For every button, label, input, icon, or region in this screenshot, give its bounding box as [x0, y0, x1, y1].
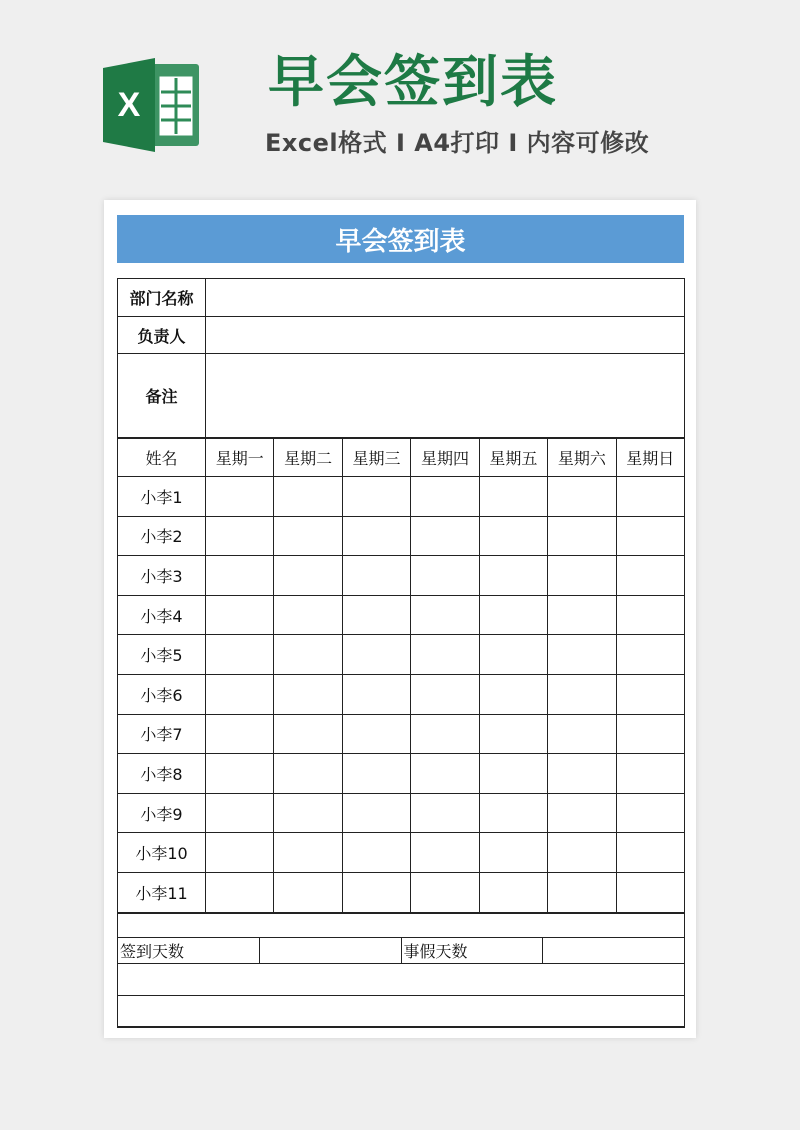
attendance-cell[interactable] — [411, 714, 479, 754]
attendance-cell[interactable] — [342, 516, 410, 556]
attendance-cell[interactable] — [548, 754, 616, 794]
attendee-name: 小李6 — [118, 674, 206, 714]
attendance-cell[interactable] — [616, 872, 684, 912]
sheet-paper — [104, 200, 696, 1038]
summary-notes-cell[interactable] — [118, 963, 685, 995]
attendance-cell[interactable] — [411, 872, 479, 912]
attendance-cell[interactable] — [274, 793, 342, 833]
day-column-header: 星期四 — [411, 439, 479, 477]
summary-spacer — [118, 913, 685, 937]
table-row — [118, 556, 685, 596]
attendance-cell[interactable] — [411, 477, 479, 517]
attendance-cell[interactable] — [206, 714, 274, 754]
svg-text:X: X — [117, 86, 141, 124]
table-row — [118, 833, 685, 873]
table-row — [118, 516, 685, 556]
attendance-cell[interactable] — [548, 833, 616, 873]
attendance-cell[interactable] — [342, 595, 410, 635]
summary-notes-cell[interactable] — [118, 995, 685, 1027]
attendance-grid — [117, 438, 685, 913]
attendance-cell[interactable] — [274, 754, 342, 794]
attendance-cell[interactable] — [206, 754, 274, 794]
attendance-cell[interactable] — [206, 674, 274, 714]
attendance-cell[interactable] — [616, 477, 684, 517]
table-row — [118, 635, 685, 675]
table-row — [118, 477, 685, 517]
attendance-cell[interactable] — [479, 754, 547, 794]
attendee-name: 小李4 — [118, 595, 206, 635]
attendance-cell[interactable] — [342, 635, 410, 675]
attendance-cell[interactable] — [548, 556, 616, 596]
attendance-cell[interactable] — [616, 674, 684, 714]
attendance-cell[interactable] — [479, 833, 547, 873]
attendance-cell[interactable] — [616, 833, 684, 873]
sign-days-label: 签到天数 — [118, 937, 260, 963]
attendance-cell[interactable] — [206, 872, 274, 912]
attendance-cell[interactable] — [548, 872, 616, 912]
attendance-cell[interactable] — [411, 754, 479, 794]
attendance-cell[interactable] — [479, 635, 547, 675]
attendance-cell[interactable] — [342, 714, 410, 754]
attendance-cell[interactable] — [616, 714, 684, 754]
day-column-header: 星期五 — [479, 439, 547, 477]
attendance-cell[interactable] — [206, 635, 274, 675]
attendance-cell[interactable] — [548, 793, 616, 833]
attendance-cell[interactable] — [479, 872, 547, 912]
attendance-cell[interactable] — [342, 556, 410, 596]
sign-days-cell[interactable] — [259, 937, 401, 963]
attendance-cell[interactable] — [548, 516, 616, 556]
attendance-cell[interactable] — [206, 833, 274, 873]
table-row — [118, 674, 685, 714]
page-title: 早会签到表 — [268, 50, 558, 115]
attendee-name: 小李2 — [118, 516, 206, 556]
attendance-cell[interactable] — [479, 595, 547, 635]
attendance-cell[interactable] — [342, 872, 410, 912]
attendee-name: 小李10 — [118, 833, 206, 873]
attendance-cell[interactable] — [274, 674, 342, 714]
attendance-cell[interactable] — [616, 635, 684, 675]
sheet-banner: 早会签到表 — [117, 215, 684, 263]
attendance-cell[interactable] — [411, 556, 479, 596]
name-column-header: 姓名 — [118, 439, 206, 477]
attendance-cell[interactable] — [274, 516, 342, 556]
attendance-cell[interactable] — [206, 556, 274, 596]
attendee-name: 小李11 — [118, 872, 206, 912]
info-label: 负责人 — [118, 317, 206, 354]
attendee-name: 小李1 — [118, 477, 206, 517]
attendance-cell[interactable] — [342, 833, 410, 873]
info-label: 部门名称 — [118, 279, 206, 317]
attendance-cell[interactable] — [206, 477, 274, 517]
table-row — [118, 793, 685, 833]
attendee-name: 小李9 — [118, 793, 206, 833]
attendance-cell[interactable] — [411, 793, 479, 833]
attendance-cell[interactable] — [411, 833, 479, 873]
attendance-cell[interactable] — [479, 674, 547, 714]
attendee-name: 小李3 — [118, 556, 206, 596]
attendance-cell[interactable] — [479, 477, 547, 517]
table-row — [118, 754, 685, 794]
attendance-cell[interactable] — [616, 516, 684, 556]
attendance-cell[interactable] — [616, 754, 684, 794]
info-value-cell[interactable] — [206, 279, 685, 317]
attendance-cell[interactable] — [206, 793, 274, 833]
attendance-cell[interactable] — [274, 872, 342, 912]
attendance-cell[interactable] — [479, 556, 547, 596]
table-row — [118, 872, 685, 912]
info-value-cell[interactable] — [206, 354, 685, 438]
attendance-cell[interactable] — [342, 477, 410, 517]
day-column-header: 星期一 — [206, 439, 274, 477]
leave-days-label: 事假天数 — [401, 937, 543, 963]
attendee-name: 小李8 — [118, 754, 206, 794]
attendance-cell[interactable] — [274, 595, 342, 635]
attendance-cell[interactable] — [342, 793, 410, 833]
day-column-header: 星期三 — [342, 439, 410, 477]
attendance-cell[interactable] — [411, 674, 479, 714]
attendance-cell[interactable] — [274, 477, 342, 517]
attendance-cell[interactable] — [616, 556, 684, 596]
attendance-cell[interactable] — [616, 793, 684, 833]
day-column-header: 星期六 — [548, 439, 616, 477]
attendance-cell[interactable] — [206, 595, 274, 635]
attendance-cell[interactable] — [411, 516, 479, 556]
attendance-cell[interactable] — [479, 714, 547, 754]
attendance-cell[interactable] — [548, 635, 616, 675]
table-row — [118, 595, 685, 635]
page-subtitle: Excel格式 I A4打印 I 内容可修改 — [265, 129, 650, 157]
attendance-cell[interactable] — [548, 674, 616, 714]
attendance-cell[interactable] — [479, 516, 547, 556]
day-column-header: 星期二 — [274, 439, 342, 477]
excel-logo-icon — [103, 56, 203, 154]
attendance-cell[interactable] — [479, 793, 547, 833]
attendee-name: 小李7 — [118, 714, 206, 754]
attendance-cell[interactable] — [274, 714, 342, 754]
attendance-cell[interactable] — [548, 477, 616, 517]
attendance-cell[interactable] — [548, 714, 616, 754]
attendee-name: 小李5 — [118, 635, 206, 675]
attendance-cell[interactable] — [274, 635, 342, 675]
attendance-cell[interactable] — [274, 556, 342, 596]
attendance-cell[interactable] — [342, 754, 410, 794]
attendance-cell[interactable] — [206, 516, 274, 556]
attendance-cell[interactable] — [274, 833, 342, 873]
info-table — [117, 278, 685, 438]
leave-days-cell[interactable] — [543, 937, 685, 963]
summary-table — [117, 912, 685, 1028]
attendance-cell[interactable] — [342, 674, 410, 714]
attendance-cell[interactable] — [411, 595, 479, 635]
attendance-cell[interactable] — [548, 595, 616, 635]
attendance-cell[interactable] — [616, 595, 684, 635]
table-row — [118, 714, 685, 754]
info-value-cell[interactable] — [206, 317, 685, 354]
attendance-cell[interactable] — [411, 635, 479, 675]
day-column-header: 星期日 — [616, 439, 684, 477]
info-label: 备注 — [118, 354, 206, 438]
